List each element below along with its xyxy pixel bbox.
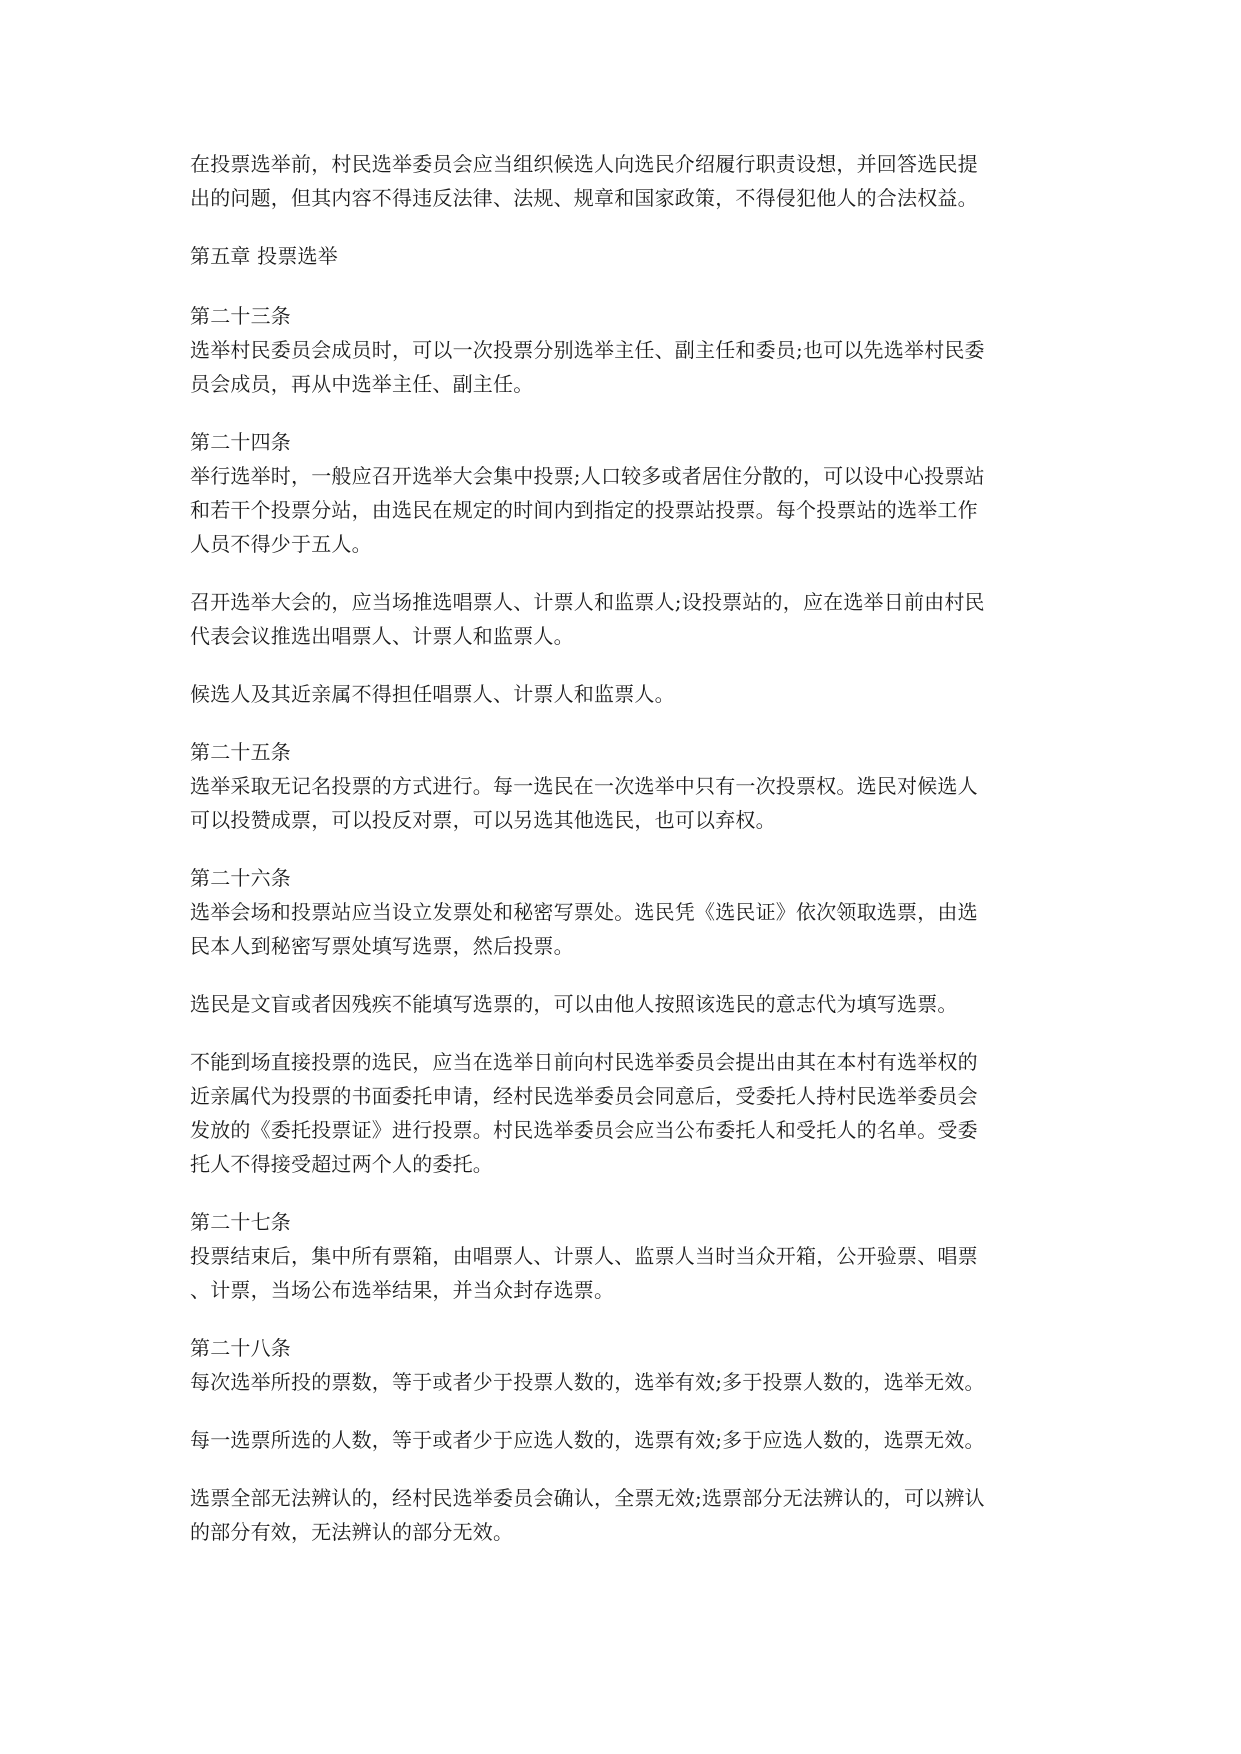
- article-23: [190, 299, 1060, 401]
- paragraph-text: 不能到场直接投票的选民，应当在选举日前向村民选举委员会提出由其在本村有选举权的 近亲属代为投票的书面委托申请，经村民选举委员会同意后，受委托人持村民选举委员会 发放的《委托投票证》进行投票。村民选举委员会应当公布委托人和受托人的名单。受委 托人不得接受超过两个人的委托。: [190, 1050, 978, 1176]
- document-body: [190, 147, 1060, 1573]
- paragraph-text: 选票全部无法辨认的，经村民选举委员会确认，全票无效;选票部分无法辨认的，可以辨认 的部分有效，无法辨认的部分无效。: [190, 1486, 985, 1544]
- article-heading: 第二十六条: [190, 866, 291, 890]
- article-25: [190, 735, 1060, 837]
- article-text: 选举村民委员会成员时，可以一次投票分别选举主任、副主任和委员;也可以先选举村民委 员会成员，再从中选举主任、副主任。: [190, 338, 985, 396]
- article-text: 每次选举所投的票数，等于或者少于投票人数的，选举有效;多于投票人数的，选举无效。: [190, 1370, 985, 1394]
- article-text: 举行选举时，一般应召开选举大会集中投票;人口较多或者居住分散的，可以设中心投票站 和若干个投票分站，由选民在规定的时间内到指定的投票站投票。每个投票站的选举工作 人员不得少于五人。: [190, 464, 985, 556]
- article-heading: 第二十八条: [190, 1336, 291, 1360]
- article-heading: 第二十七条: [190, 1210, 291, 1234]
- chapter-heading: [190, 239, 1060, 273]
- paragraph-text: 候选人及其近亲属不得担任唱票人、计票人和监票人。: [190, 682, 675, 706]
- article-27: [190, 1205, 1060, 1307]
- paragraph: [190, 677, 1060, 711]
- article-heading: 第二十四条: [190, 430, 291, 454]
- paragraph-text: 在投票选举前，村民选举委员会应当组织候选人向选民介绍履行职责设想，并回答选民提 出的问题，但其内容不得违反法律、法规、规章和国家政策，不得侵犯他人的合法权益。: [190, 152, 978, 210]
- article-28: [190, 1331, 1060, 1399]
- paragraph-intro: [190, 147, 1060, 215]
- article-text: 选举采取无记名投票的方式进行。每一选民在一次选举中只有一次投票权。选民对候选人 可以投赞成票，可以投反对票，可以另选其他选民，也可以弃权。: [190, 774, 978, 832]
- paragraph: [190, 1045, 1060, 1181]
- article-text: 选举会场和投票站应当设立发票处和秘密写票处。选民凭《选民证》依次领取选票，由选 民本人到秘密写票处填写选票，然后投票。: [190, 900, 978, 958]
- article-text: 投票结束后，集中所有票箱，由唱票人、计票人、监票人当时当众开箱，公开验票、唱票 、计票，当场公布选举结果，并当众封存选票。: [190, 1244, 978, 1302]
- article-24: [190, 425, 1060, 561]
- paragraph: [190, 1481, 1060, 1549]
- paragraph-text: 召开选举大会的，应当场推选唱票人、计票人和监票人;设投票站的，应在选举日前由村民 代表会议推选出唱票人、计票人和监票人。: [190, 590, 985, 648]
- article-heading: 第二十五条: [190, 740, 291, 764]
- article-26: [190, 861, 1060, 963]
- chapter-title: 第五章 投票选举: [190, 244, 338, 268]
- paragraph: [190, 1423, 1060, 1457]
- paragraph-text: 每一选票所选的人数，等于或者少于应选人数的，选票有效;多于应选人数的，选票无效。: [190, 1428, 985, 1452]
- paragraph: [190, 987, 1060, 1021]
- paragraph-text: 选民是文盲或者因残疾不能填写选票的，可以由他人按照该选民的意志代为填写选票。: [190, 992, 958, 1016]
- article-heading: 第二十三条: [190, 304, 291, 328]
- paragraph: [190, 585, 1060, 653]
